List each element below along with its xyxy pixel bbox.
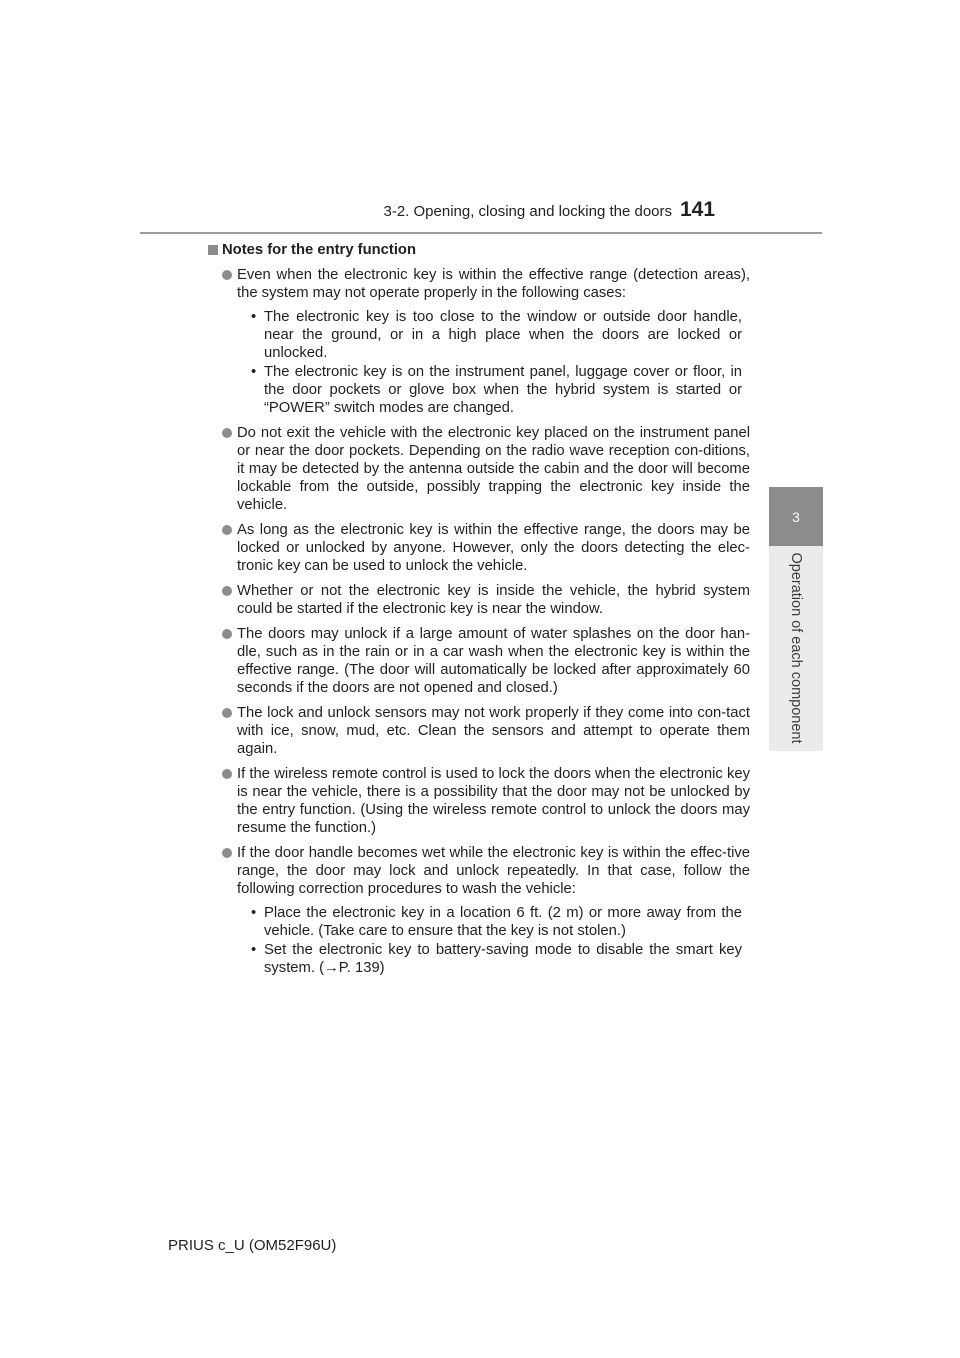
- chapter-tab-number: 3: [769, 487, 823, 546]
- dot-marker-icon: •: [251, 309, 257, 325]
- sub-list-item: [237, 904, 750, 940]
- page-number: 141: [680, 198, 716, 221]
- note-bullet: [222, 765, 750, 837]
- chapter-tab-title: Operation of each component: [788, 552, 804, 744]
- note-text: Do not exit the vehicle with the electronic key placed on the instrument panel or near the door pockets. Depending on the radio wave reception con-ditions, it may be detected by the antenna outside the cabin and the door will become lockable from the outside, possibly trapping the electronic key inside the vehicle.: [237, 425, 750, 513]
- circle-bullet-icon: [222, 629, 232, 639]
- sub-item-text: Place the electronic key in a location 6 ft. (2 m) or more away from the vehicle. (Take care to ensure that the key is not stolen.): [264, 905, 742, 939]
- sub-item-text: The electronic key is on the instrument panel, luggage cover or floor, in the door pockets or glove box when the hybrid system is started or “POWER” switch modes are changed.: [264, 364, 742, 416]
- note-text: The doors may unlock if a large amount of water splashes on the door han-dle, such as in the rain or in a car wash when the electronic key is within the effective range. (The door will automatically be locked after approximately 60 seconds if the doors are not opened and closed.): [237, 626, 750, 696]
- sub-list: [237, 308, 750, 417]
- note-bullet: [222, 266, 750, 417]
- sub-list-item: [237, 308, 750, 362]
- footer-model-code: PRIUS c_U (OM52F96U): [168, 1237, 337, 1254]
- circle-bullet-icon: [222, 270, 232, 280]
- dot-marker-icon: •: [251, 364, 257, 380]
- note-text: If the wireless remote control is used to lock the doors when the electronic key is near the vehicle, there is a possibility that the door may not be unlocked by the entry function. (Using the wireless remote control to unlock the doors may resume the function.): [237, 766, 750, 836]
- sub-list: [237, 904, 750, 977]
- note-bullet: [222, 582, 750, 618]
- sub-item-text: Set the electronic key to battery-saving mode to disable the smart key system. (→P. 139): [264, 942, 742, 976]
- sub-list-item: [237, 941, 750, 977]
- note-bullet: [222, 844, 750, 977]
- section-heading-text: Notes for the entry function: [222, 242, 417, 258]
- circle-bullet-icon: [222, 769, 232, 779]
- circle-bullet-icon: [222, 848, 232, 858]
- note-text: Even when the electronic key is within the effective range (detection areas), the system may not operate properly in the following cases:: [237, 267, 750, 301]
- circle-bullet-icon: [222, 428, 232, 438]
- note-text: The lock and unlock sensors may not work properly if they come into con-tact with ice, snow, mud, etc. Clean the sensors and attempt to operate them again.: [237, 705, 750, 757]
- header-section-title: 3-2. Opening, closing and locking the doors: [383, 203, 672, 220]
- dot-marker-icon: •: [251, 905, 257, 921]
- header-divider: [140, 232, 822, 234]
- note-bullet: [222, 704, 750, 758]
- circle-bullet-icon: [222, 525, 232, 535]
- sub-list-item: [237, 363, 750, 417]
- circle-bullet-icon: [222, 708, 232, 718]
- dot-marker-icon: •: [251, 942, 257, 958]
- sub-item-text: The electronic key is too close to the window or outside door handle, near the ground, or in a high place when the doors are locked or unlocked.: [264, 309, 742, 361]
- circle-bullet-icon: [222, 586, 232, 596]
- square-bullet-icon: [208, 245, 218, 255]
- chapter-tab: [769, 546, 823, 751]
- note-bullet: [222, 521, 750, 575]
- note-bullet: [222, 625, 750, 697]
- note-text: As long as the electronic key is within the effective range, the doors may be locked or unlocked by anyone. However, only the doors detecting the elec-tronic key can be used to unlock the vehicle.: [237, 522, 750, 574]
- note-text: Whether or not the electronic key is inside the vehicle, the hybrid system could be started if the electronic key is near the window.: [237, 583, 750, 617]
- note-bullet: [222, 424, 750, 514]
- section-heading: [222, 241, 750, 259]
- note-text: If the door handle becomes wet while the electronic key is within the effec-tive range, the door may lock and unlock repeatedly. In that case, follow the following correction procedures to wash the vehicle:: [237, 845, 750, 897]
- notes-section: [222, 241, 750, 978]
